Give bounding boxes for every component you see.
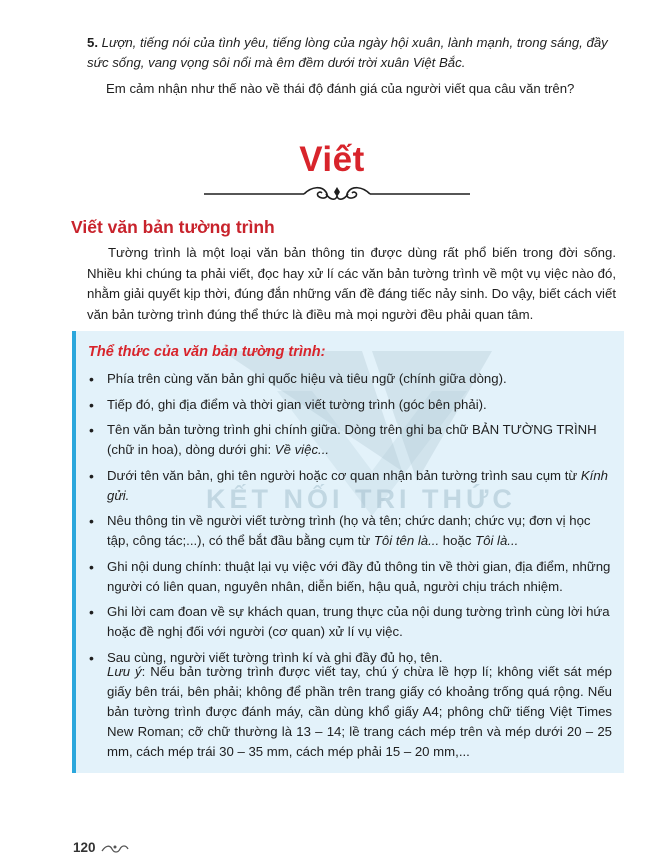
exercise-quote: Lượn, tiếng nói của tình yêu, tiếng lòng của ngày hội xuân, lành mạnh, trong sáng, đầy sức sống, vang vọng sôi nổi mà êm đềm dưới trời xuân Việt Bắc.: [87, 35, 608, 70]
list-item: • Tên văn bản tường trình ghi chính giữa. Dòng trên ghi ba chữ BẢN TƯỜNG TRÌNH (chữ in hoa), dòng dưới ghi: Về việc...: [87, 420, 613, 460]
format-list: [87, 369, 613, 673]
page-number-ornament-icon: [101, 843, 129, 855]
page-number: 120: [73, 840, 96, 855]
list-item: • Tiếp đó, ghi địa điểm và thời gian viết tường trình (góc bên phải).: [87, 395, 613, 415]
info-box-accent-bar: [72, 331, 76, 773]
title-ornament-icon: [204, 184, 470, 204]
exercise-number: 5.: [87, 35, 98, 50]
list-item: • Ghi lời cam đoan về sự khách quan, trung thực của nội dung tường trình cùng lời hứa hoặc đề nghị đối với người (cơ quan) xử lí vụ việc.: [87, 602, 613, 642]
list-item: • Dưới tên văn bản, ghi tên người hoặc cơ quan nhận bản tường trình sau cụm từ Kính gửi.: [87, 466, 613, 506]
info-box-heading: Thể thức của văn bản tường trình:: [88, 344, 326, 360]
intro-paragraph: Tường trình là một loại văn bản thông tin được dùng rất phổ biến trong đời sống. Nhiều khi chúng ta phải viết, đọc hay xử lí các văn bản tường trình về một vụ việc nào đó, nhằm giải quyết kịp thời, đúng đắn những vấn đề đáng tiếc nảy sinh. Do vậy, biết cách viết văn bản tường trình đúng thể thức là điều mà mọi người đều phải quan tâm.: [87, 245, 616, 322]
note-text: : Nếu bản tường trình được viết tay, chú ý chừa lề hợp lí; không viết sát mép giấy bên trái, bên phải; không để phần trên trang giấy có khoảng trống quá rộng. Nếu bản tường trình được đánh máy, cần dùng khổ giấy A4; phông chữ tiếng Việt Times New Roman; cỡ chữ thường là 13 – 14; lề trang cách mép trên và mép dưới 20 – 25 mm, cách mép trái 30 – 35 mm, cách mép phải 15 – 20 mm,...: [107, 664, 612, 759]
note-label: Lưu ý: [107, 664, 142, 679]
list-item: • Nêu thông tin về người viết tường trình (họ và tên; chức danh; chức vụ; đơn vị học tập, công tác;...), có thể bắt đầu bằng cụm từ Tôi tên là... hoặc Tôi là...: [87, 511, 613, 551]
note-paragraph: [107, 662, 612, 762]
list-item: • Phía trên cùng văn bản ghi quốc hiệu và tiêu ngữ (chính giữa dòng).: [87, 369, 613, 389]
page-title: Viết: [299, 140, 365, 179]
exercise-question: Em cảm nhận như thế nào về thái độ đánh giá của người viết qua câu văn trên?: [106, 81, 575, 96]
list-item: • Ghi nội dung chính: thuật lại vụ việc với đầy đủ thông tin về thời gian, địa điểm, những người có liên quan, nguyên nhân, diễn biến, hậu quả, người chịu trách nhiệm.: [87, 557, 613, 597]
list-item: • Sau cùng, người viết tường trình kí và ghi đầy đủ họ, tên.: [87, 648, 613, 668]
exercise-5: [87, 33, 627, 73]
watermark-text: KẾT NỐI TRI THỨC: [206, 484, 516, 514]
section-heading: Viết văn bản tường trình: [71, 217, 275, 237]
